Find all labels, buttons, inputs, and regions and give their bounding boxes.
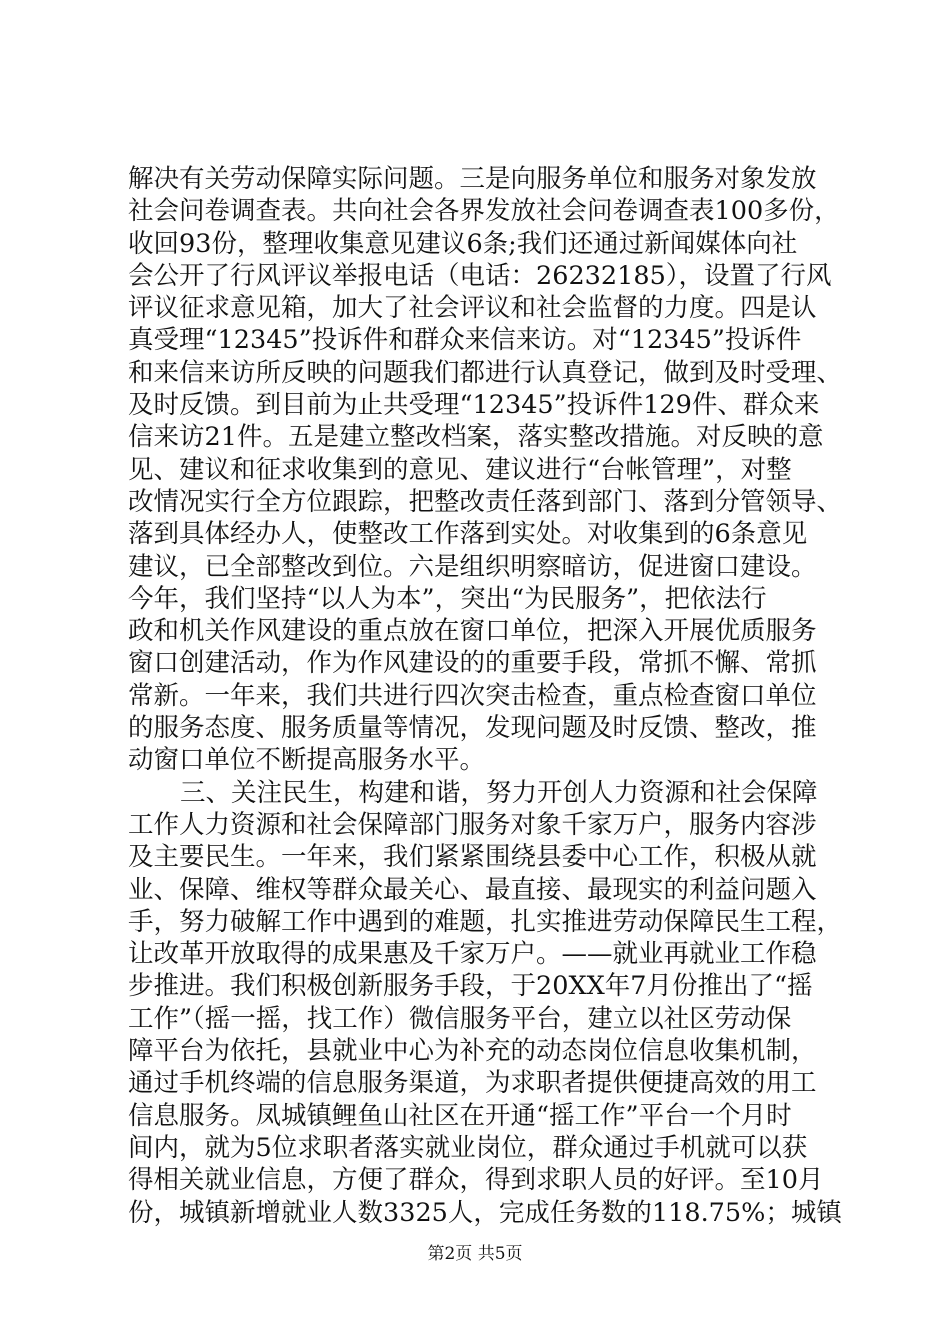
text-line: 信来访21件。五是建立整改档案，落实整改措施。对反映的意 [128, 422, 824, 453]
text-line: 份，城镇新增就业人数3325人，完成任务数的118.75%；城镇 [128, 1197, 842, 1228]
text-line: 及时反馈。到目前为止共受理“12345”投诉件129件、群众来 [128, 390, 820, 421]
text-line: 政和机关作风建设的重点放在窗口单位，把深入开展优质服务 [128, 616, 817, 647]
text-line: 社会问卷调查表。共向社会各界发放社会问卷调查表100多份， [128, 196, 840, 227]
text-line: 业、保障、维权等群众最关心、最直接、最现实的利益问题入 [128, 874, 817, 905]
document-body [128, 163, 843, 1229]
text-line: 的服务态度、服务质量等情况，发现问题及时反馈、整改，推 [128, 713, 817, 744]
text-line: 间内，就为5位求职者落实就业岗位，群众通过手机就可以获 [128, 1132, 808, 1163]
text-line: 真受理“12345”投诉件和群众来信来访。对“12345”投诉件 [128, 325, 802, 356]
text-line: 动窗口单位不断提高服务水平。 [128, 745, 486, 776]
text-line: 信息服务。凤城镇鲤鱼山社区在开通“摇工作”平台一个月时 [128, 1100, 792, 1131]
text-line: 步推进。我们积极创新服务手段，于20XX年7月份推出了“摇 [128, 971, 813, 1002]
text-line: 三、关注民生，构建和谐，努力开创人力资源和社会保障 [180, 777, 818, 808]
text-line: 得相关就业信息，方便了群众，得到求职人员的好评。至10月 [128, 1165, 824, 1196]
paragraph [128, 163, 843, 777]
text-line: 工作人力资源和社会保障部门服务对象千家万户，服务内容涉 [128, 809, 817, 840]
text-line: 评议征求意见箱，加大了社会评议和社会监督的力度。四是认 [128, 293, 817, 324]
text-line: 落到具体经办人，使整改工作落到实处。对收集到的6条意见 [128, 519, 808, 550]
text-line: 和来信来访所反映的问题我们都进行认真登记，做到及时受理、 [128, 357, 843, 388]
text-line: 工作”（摇一摇，找工作）微信服务平台，建立以社区劳动保 [128, 1003, 792, 1034]
text-line: 建议，已全部整改到位。六是组织明察暗访，促进窗口建设。 [128, 551, 817, 582]
text-line: 窗口创建活动，作为作风建设的的重要手段，常抓不懈、常抓 [128, 648, 817, 679]
text-line: 改情况实行全方位跟踪，把整改责任落到部门、落到分管领导、 [128, 486, 843, 517]
text-line: 障平台为依托，县就业中心为补充的动态岗位信息收集机制， [128, 1036, 817, 1067]
text-line: 今年，我们坚持“以人为本”，突出“为民服务”，把依法行 [128, 583, 767, 614]
text-line: 常新。一年来，我们共进行四次突击检查，重点检查窗口单位 [128, 680, 817, 711]
page-number-footer: 第2页 共5页 [427, 1244, 523, 1264]
text-line: 通过手机终端的信息服务渠道，为求职者提供便捷高效的用工 [128, 1068, 817, 1099]
text-line: 让改革开放取得的成果惠及千家万户。——就业再就业工作稳 [128, 939, 817, 970]
text-line: 解决有关劳动保障实际问题。三是向服务单位和服务对象发放 [128, 164, 817, 194]
paragraph [128, 777, 843, 1229]
text-line: 及主要民生。一年来，我们紧紧围绕县委中心工作，积极从就 [128, 842, 817, 873]
text-line: 手，努力破解工作中遇到的难题，扎实推进劳动保障民生工程， [128, 906, 843, 937]
text-line: 见、建议和征求收集到的意见、建议进行“台帐管理”，对整 [128, 454, 792, 485]
text-line: 会公开了行风评议举报电话（电话：26232185），设置了行风 [128, 260, 832, 291]
text-line: 收回93份，整理收集意见建议6条;我们还通过新闻媒体向社 [128, 228, 798, 259]
